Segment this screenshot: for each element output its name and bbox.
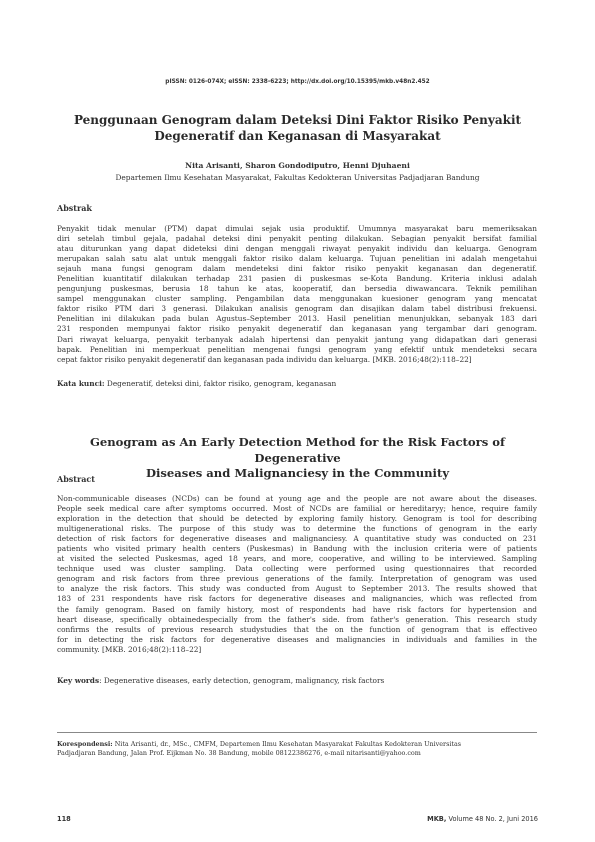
kata-kunci [57, 379, 537, 388]
abstrak-line: Penelitian ini dilakukan pada bulan Agustus–September 2013. Hasil penelitian menunjukkan, sebanyak 183 dari [57, 314, 537, 324]
abstract-line: People seek medical care after symptoms occurred. Most of NCDs are familial or hereditaryy; hence, require family [57, 504, 537, 514]
abstract-line: detection of risk factors for degenerative diseases and malignanciesy. A quantitative study was conducted on 231 [57, 534, 537, 544]
abstract-line: multigenerational risks. The purpose of this study was to determine the functions of genogram in the early [57, 524, 537, 534]
abstrak-line: Penelitian kuantitatif dilakukan terhadap 231 pasien di puskesmas se-Kota Bandung. Kriteria inklusi adalah [57, 274, 537, 284]
abstract-line: patients who visited primary health centers (Puskesmas) in Bandung with the inclusion criteria were of patients [57, 544, 537, 554]
abstrak-line: sejauh mana fungsi genogram dalam mendeteksi dini faktor risiko penyakit keganasan dan degeneratif. [57, 264, 537, 274]
abstract-line: exploration in the detection that should be detected by exploring family history. Genogram is tool for describing [57, 514, 537, 524]
abstract-line: genogram and risk factors from three previous generations of the family. Interpretation of genogram was used [57, 574, 537, 584]
journal-volume: Volume 48 No. 2, Juni 2016 [446, 815, 538, 823]
abstract-heading: Abstract [57, 474, 95, 484]
abstrak-line: atau diturunkan yang dapat dideteksi dini dengan menggali riwayat penyakit individu dan keluarga. Genogram [57, 244, 537, 254]
abstrak-line: merupakan salah satu alat untuk menggali faktor risiko dalam keluarga. Tujuan penelitian ini adalah mengetahui [57, 254, 537, 264]
abstrak-body [57, 224, 537, 365]
affiliation: Departemen Ilmu Kesehatan Masyarakat, Fakultas Kedokteran Universitas Padjadjaran Bandung [115, 173, 480, 182]
abstrak-line: Penyakit tidak menular (PTM) dapat dimulai sejak usia produktif. Umumnya masyarakat baru memeriksakan [57, 224, 537, 233]
correspondence-label: Korespondensi: [57, 740, 113, 748]
title-indonesian-line-1: Penggunaan Genogram dalam Deteksi Dini Faktor Risiko Penyakit [73, 113, 522, 127]
key-words [57, 676, 537, 685]
abstrak-line: sampel menggunakan cluster sampling. Pengambilan data menggunakan kuesioner genogram yang mencatat [57, 294, 537, 304]
title-english [60, 435, 535, 482]
abstract-line: community. [MKB. 2016;48(2):118–22] [57, 644, 202, 654]
page-number: 118 [57, 815, 71, 823]
abstrak-line: faktor risiko PTM dari 3 generasi. Dilakukan analisis genogram dan disajikan dalam tabel distribusi frekuensi. [57, 304, 537, 314]
title-indonesian-line-2: Degeneratif dan Keganasan di Masyarakat [154, 129, 441, 143]
key-words-label: Key words [57, 676, 100, 685]
abstract-line: heart disease, specifically obtainedespecially from the father's side. from father's generation. This research study [57, 614, 537, 624]
abstrak-line: pengunjung puskesmas, berusia 18 tahun ke atas, kooperatif, dan bersedia diwawancara. Teknik pemilihan [57, 284, 537, 294]
abstract-line: the family genogram. Based on family history, most of respondents had have risk factors for hypertension and [57, 604, 537, 614]
abstract-line: Non-communicable diseases (NCDs) can be found at young age and the people are not aware about the diseases. [57, 494, 537, 503]
title-indonesian [60, 112, 535, 144]
authors: Nita Arisanti, Sharon Gondodiputro, Henni Djuhaeni [185, 161, 410, 170]
abstrak-line: Dari riwayat keluarga, penyakit terbanyak adalah hipertensi dan penyakit jantung yang didapatkan dari generasi [57, 334, 537, 344]
issn-doi-line: pISSN: 0126-074X; eISSN: 2338-6223; http://dx.doi.org/10.15395/mkb.v48n2.452 [165, 79, 430, 85]
abstract-line: at visited the selected Puskesmas, aged 18 years, and more, cooperative, and willing to be interviewed. Sampling [57, 554, 537, 564]
kata-kunci-values: Degeneratif, deteksi dini, faktor risiko, genogram, keganasan [104, 379, 337, 388]
journal-footer [427, 815, 538, 823]
title-english-line-1: Genogram as An Early Detection Method for the Risk Factors of Degenerative [89, 435, 506, 465]
abstrak-line: cepat faktor risiko penyakit degeneratif dan keganasan pada individu dan keluarga. [MKB. 2016;48(2):118–22] [57, 354, 472, 364]
correspondence-line-1 [57, 740, 537, 749]
correspondence-text-1: Nita Arisanti, dr., MSc., CMFM, Departemen Ilmu Kesehatan Masyarakat Fakultas Kedokteran Universitas [112, 740, 462, 748]
abstract-line: for in detecting the risk factors for degenerative diseases and malignancies in individuals and families in the [57, 634, 537, 644]
abstract-line: 183 of 231 respondents have risk factors for degenerative diseases and malignancies, which was reflected from [57, 594, 537, 604]
kata-kunci-label: Kata kunci: [57, 379, 105, 388]
abstract-line: to analyze the risk factors. This study was conducted from August to September 2013. The results showed that [57, 584, 537, 594]
abstrak-heading: Abstrak [57, 203, 92, 213]
journal-name: MKB, [427, 815, 447, 823]
abstract-line: technique used was cluster sampling. Data collecting were performed using questionnaires that recorded [57, 564, 537, 574]
abstrak-line: diri setelah timbul gejala, padahal deteksi dini penyakit penting dilakukan. Sebagian penyakit bersifat familial [57, 234, 537, 244]
correspondence-line-2: Padjadjaran Bandung, Jalan Prof. Eijkman No. 38 Bandung, mobile 08122386276, e-mail nitarisanti@yahoo.com [57, 749, 421, 758]
abstract-line: confirms the results of previous research studystudies that the on the function of genogram that is effectiveo [57, 624, 537, 634]
abstrak-line: 231 responden mempunyai faktor risiko penyakit degeneratif dan keganasan yang tergambar dari genogram. [57, 324, 537, 334]
abstrak-line: bapak. Penelitian ini memperkuat penelitian mengenai fungsi genogram yang efektif untuk mendeteksi secara [57, 344, 537, 354]
abstract-body [57, 494, 537, 655]
correspondence-note [57, 740, 537, 759]
footnote-divider [57, 732, 537, 733]
key-words-values: : Degenerative diseases, early detection, genogram, malignancy, risk factors [99, 676, 385, 685]
title-english-line-2: Diseases and Malignanciesy in the Community [145, 466, 450, 480]
